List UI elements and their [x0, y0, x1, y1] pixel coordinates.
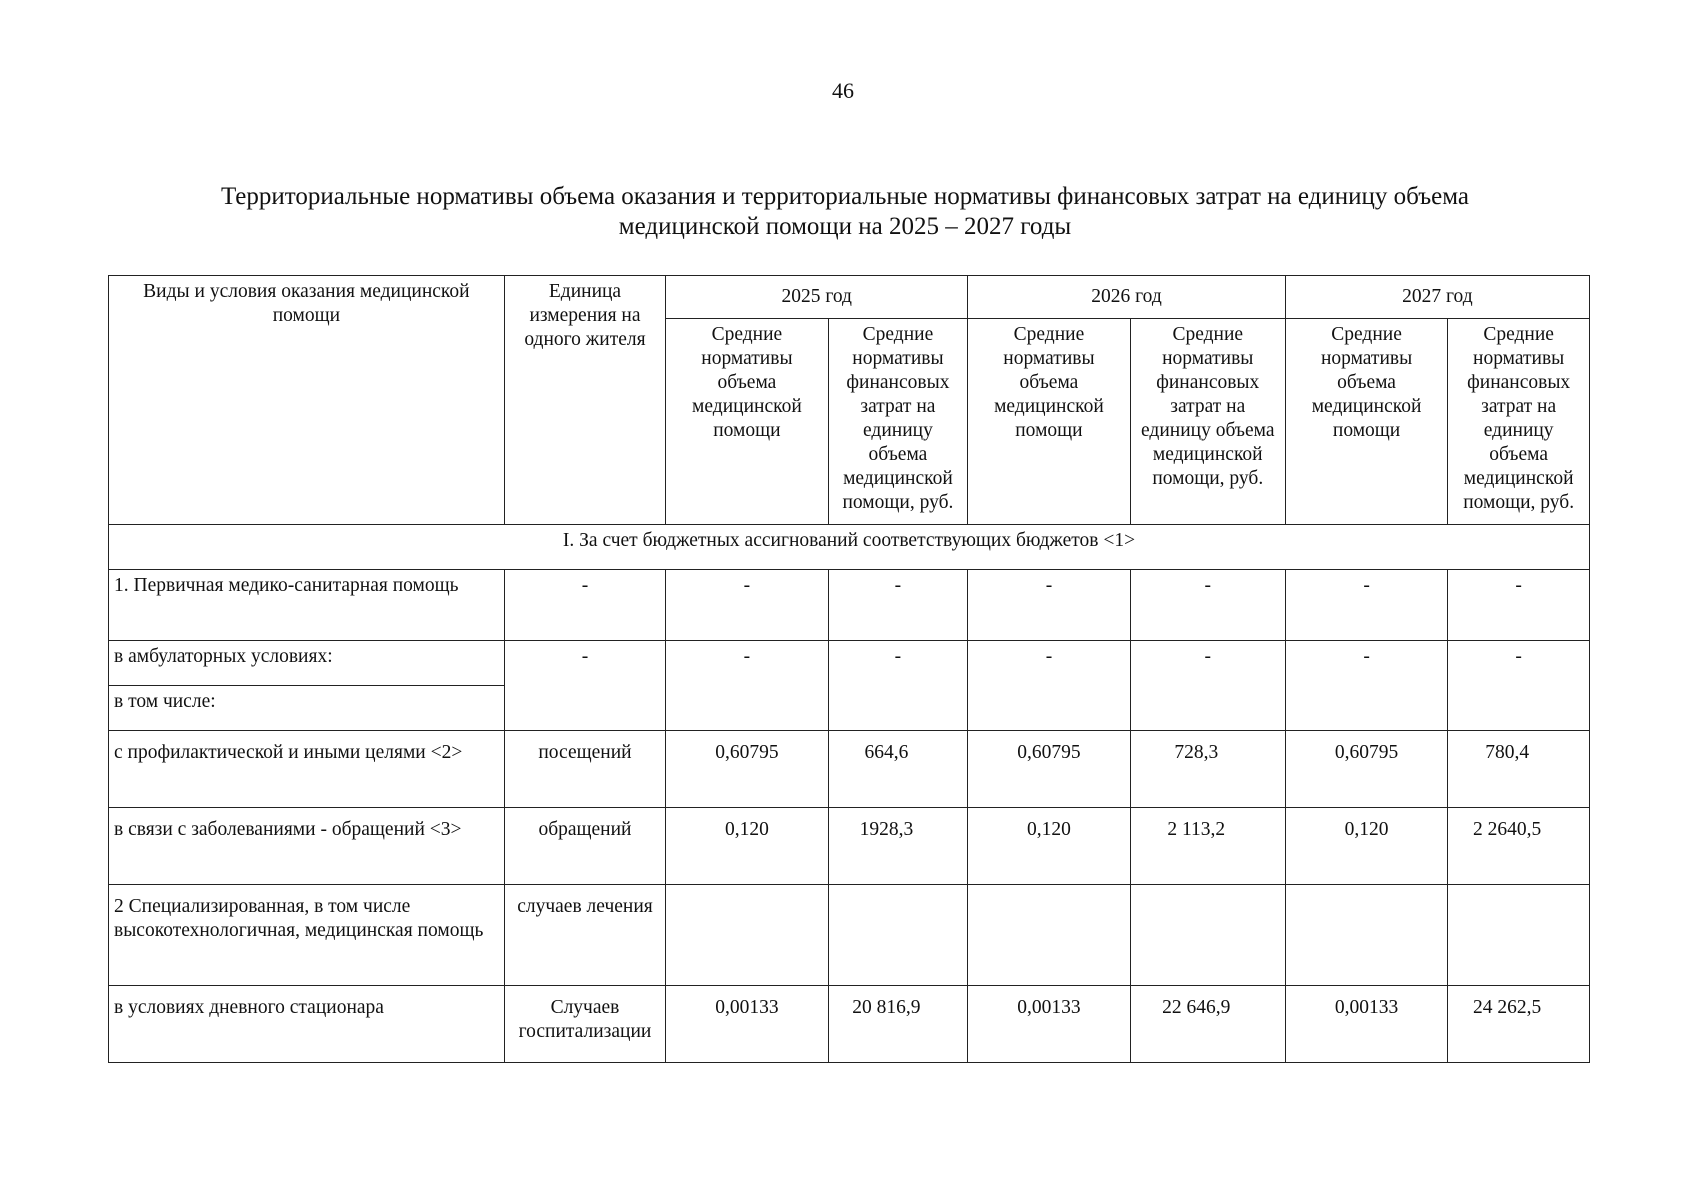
header-unit: Единица измерения на одного жителя — [504, 276, 665, 525]
cell-volume-2027: - — [1285, 570, 1447, 641]
norms-table — [108, 275, 1590, 1063]
cell-volume-2027: 0,60795 — [1285, 731, 1447, 808]
row-label: с профилактической и иными целями <2> — [109, 731, 505, 808]
cell-cost-2025: - — [828, 570, 968, 641]
cell-volume-2026: - — [968, 570, 1130, 641]
row-label: в амбулаторных условиях: — [109, 641, 505, 686]
page-number: 46 — [832, 78, 854, 103]
cell-cost-2025: - — [828, 641, 968, 731]
cell-volume-2025: - — [666, 570, 828, 641]
cell-cost-2025: 664,6 — [828, 731, 968, 808]
cell-cost-2026: - — [1130, 641, 1285, 731]
row-label: в условиях дневного стационара — [109, 986, 505, 1063]
cell-volume-2027: 0,00133 — [1285, 986, 1447, 1063]
header-row-years — [109, 276, 1590, 319]
row-unit: - — [504, 641, 665, 731]
header-year-2025: 2025 год — [666, 276, 968, 319]
cell-volume-2025: 0,120 — [666, 808, 828, 885]
header-cost-2025: Средние нормативы финансовых затрат на единицу объема медицинской помощи, руб. — [828, 319, 968, 525]
section-heading: I. За счет бюджетных ассигнований соответствующих бюджетов <1> — [109, 525, 1590, 570]
cell-volume-2027: 0,120 — [1285, 808, 1447, 885]
cell-cost-2027: 2 2640,5 — [1448, 808, 1590, 885]
document-title — [120, 182, 1570, 242]
cell-cost-2027: 780,4 — [1448, 731, 1590, 808]
table-row — [109, 731, 1590, 808]
table-row — [109, 570, 1590, 641]
cell-volume-2025: 0,60795 — [666, 731, 828, 808]
header-cost-2026: Средние нормативы финансовых затрат на единицу объема медицинской помощи, руб. — [1130, 319, 1285, 525]
cell-empty — [1130, 885, 1285, 986]
row-unit: - — [504, 570, 665, 641]
cell-empty — [828, 885, 968, 986]
row-unit: Случаев госпитализации — [504, 986, 665, 1063]
cell-volume-2026: 0,00133 — [968, 986, 1130, 1063]
cell-cost-2026: - — [1130, 570, 1285, 641]
header-year-2026: 2026 год — [968, 276, 1286, 319]
cell-volume-2026: 0,120 — [968, 808, 1130, 885]
cell-volume-2026: 0,60795 — [968, 731, 1130, 808]
row-label: 2 Специализированная, в том числе высокотехнологичная, медицинская помощь — [109, 885, 505, 986]
cell-empty — [1285, 885, 1447, 986]
cell-empty — [666, 885, 828, 986]
title-line-2: медицинской помощи на 2025 – 2027 годы — [618, 213, 1072, 240]
table-row — [109, 808, 1590, 885]
table-row — [109, 885, 1590, 986]
cell-volume-2026: - — [968, 641, 1130, 731]
cell-volume-2025: - — [666, 641, 828, 731]
cell-cost-2025: 20 816,9 — [828, 986, 968, 1063]
header-volume-2027: Средние нормативы объема медицинской помощи — [1285, 319, 1447, 525]
header-volume-2026: Средние нормативы объема медицинской помощи — [968, 319, 1130, 525]
table-row — [109, 986, 1590, 1063]
row-unit: обращений — [504, 808, 665, 885]
cell-empty — [1448, 885, 1590, 986]
cell-volume-2027: - — [1285, 641, 1447, 731]
title-line-1: Территориальные нормативы объема оказания и территориальные нормативы финансовых затрат на единицу объема — [220, 183, 1470, 210]
table-row — [109, 641, 1590, 686]
row-label: в том числе: — [109, 686, 505, 731]
header-cost-2027: Средние нормативы финансовых затрат на единицу объема медицинской помощи, руб. — [1448, 319, 1590, 525]
row-label: в связи с заболеваниями - обращений <3> — [109, 808, 505, 885]
cell-volume-2025: 0,00133 — [666, 986, 828, 1063]
header-year-2027: 2027 год — [1285, 276, 1589, 319]
row-label: 1. Первичная медико-санитарная помощь — [109, 570, 505, 641]
cell-cost-2026: 728,3 — [1130, 731, 1285, 808]
cell-cost-2027: 24 262,5 — [1448, 986, 1590, 1063]
cell-cost-2026: 22 646,9 — [1130, 986, 1285, 1063]
section-row — [109, 525, 1590, 570]
row-unit: случаев лечения — [504, 885, 665, 986]
header-kind: Виды и условия оказания медицинской помощи — [109, 276, 505, 525]
cell-cost-2026: 2 113,2 — [1130, 808, 1285, 885]
header-volume-2025: Средние нормативы объема медицинской помощи — [666, 319, 828, 525]
cell-cost-2027: - — [1448, 570, 1590, 641]
row-unit: посещений — [504, 731, 665, 808]
cell-cost-2025: 1928,3 — [828, 808, 968, 885]
cell-empty — [968, 885, 1130, 986]
cell-cost-2027: - — [1448, 641, 1590, 731]
